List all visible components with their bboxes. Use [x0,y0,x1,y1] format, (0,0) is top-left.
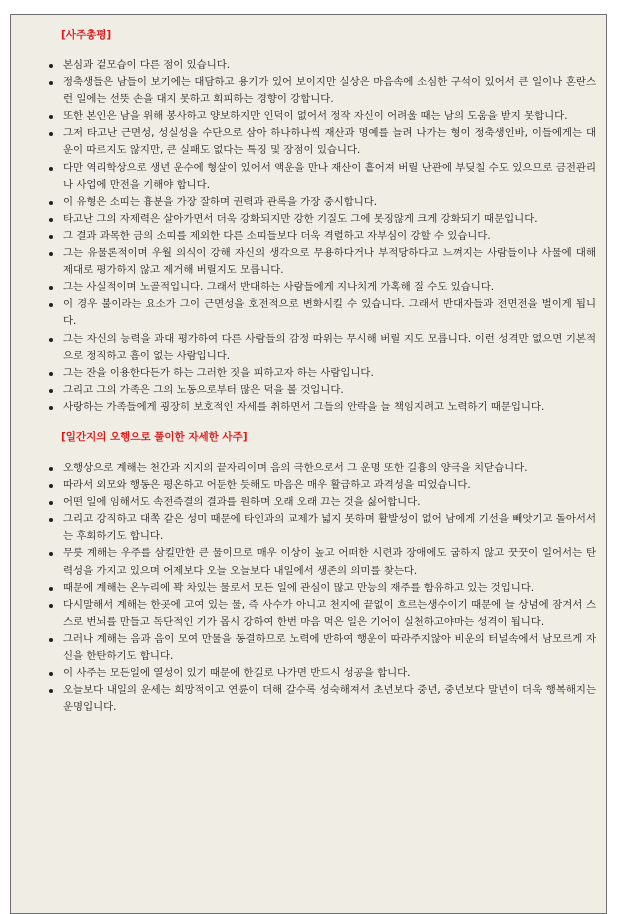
list-item: 무릇 계해는 우주를 삼킬만한 큰 물이므로 매우 이상이 높고 어떠한 시련과 장애에도 굽하지 않고 꿋꿋이 일어서는 탄력성을 가지고 있으며 어제보다 오늘 오늘보다 내일에서 생존의 의미를 찾는다. [63,545,596,579]
list-item: 그리고 강직하고 대쪽 같은 성미 때문에 타인과의 교제가 넓지 못하며 활발성이 없어 남에게 기선을 빼앗기고 돌아서서는 후회하기도 합니다. [63,511,596,545]
list-item: 오행상으로 계해는 천간과 지지의 끝자리이며 음의 극한으로서 그 운명 또한 길흉의 양극을 치닫습니다. [63,460,596,477]
list-item: 정축생들은 남들이 보기에는 대담하고 용기가 있어 보이지만 실상은 마음속에 소심한 구석이 있어서 큰 일이나 혼란스런 일에는 선뜻 손을 대지 못하고 회피하는 경향이 강합니다. [63,74,596,108]
list-item: 또한 본인은 남을 위해 봉사하고 양보하지만 인덕이 없어서 정작 자신이 어려울 때는 남의 도움을 받지 못합니다. [63,108,596,125]
list-item: 그러나 계해는 음과 음이 모여 만물을 동결하므로 노력에 반하여 행운이 따라주지않아 비운의 터널속에서 남모르게 자신을 한탄하기도 합니다. [63,631,596,665]
list-item: 이 유형은 소띠는 흉분을 가장 잘하며 권력과 관록을 가장 중시합니다. [63,194,596,211]
list-item: 이 경우 불이라는 요소가 그이 근면성을 호전적으로 변화시킬 수 있습니다. 그래서 반대자들과 전면전을 벌이게 됩니다. [63,296,596,330]
list-item: 오늘보다 내일의 운세는 희망적이고 연륜이 더해 갈수록 성숙해져서 초년보다 중년, 중년보다 말년이 더욱 행복해지는 운명입니다. [63,682,596,716]
list-item: 그 결과 과목한 금의 소띠를 제외한 다른 소띠들보다 더욱 격렬하고 자부심이 강할 수 있습니다. [63,228,596,245]
list-item: 어떤 일에 임해서도 속전즉결의 결과를 원하며 오래 오래 끄는 것을 싫어합니다. [63,494,596,511]
list-item: 본심과 겉모습이 다른 점이 있습니다. [63,57,596,74]
saju-reading-panel [10,14,607,914]
section-title-detail: [일간지의 오행으로 풀이한 자세한 사주] [61,430,248,443]
list-item: 다시말해서 계해는 한곳에 고여 있는 물, 즉 사수가 아니고 천지에 끝없이 흐르는생수이기 때문에 늘 상념에 잠겨서 스스로 번뇌를 만들고 독단적인 기가 몹시 강하여 한번 마음 먹은 일은 기어이 실천하고야마는 성격이 됩니다. [63,597,596,631]
list-item: 따라서 외모와 행동은 평온하고 어둔한 듯해도 마음은 매우 활급하고 과격성을 띠었습니다. [63,477,596,494]
list-item: 그저 타고난 근면성, 성실성을 수단으로 삼아 하나하나씩 재산과 명예를 늘려 나가는 형이 정축생인바, 이들에게는 대운이 따르지도 않지만, 큰 실패도 없다는 특징 및 장점이 있습니다. [63,125,596,159]
list-item: 그는 자신의 능력을 과대 평가하여 다른 사람들의 감정 따위는 무시해 버릴 지도 모릅니다. 이런 성격만 없으면 기본적으로 정직하고 흠이 없는 사람입니다. [63,331,596,365]
list-item: 다만 역리학상으로 생년 운수에 형살이 있어서 액운을 만나 재산이 흩어져 버릴 난관에 부딪칠 수도 있으므로 금전관리나 사업에 만전을 기해야 합니다. [63,160,596,194]
list-item: 사랑하는 가족들에게 굉장히 보호적인 자세를 취하면서 그들의 안락을 늘 책임지려고 노력하기 때문입니다. [63,399,596,416]
list-item: 그는 사실적이며 노골적입니다. 그래서 반대하는 사람들에게 지나치게 가혹해 질 수도 있습니다. [63,279,596,296]
list-item: 이 사주는 모든일에 열성이 있기 때문에 한길로 나가면 반드시 성공을 합니다. [63,665,596,682]
list-item: 그리고 그의 가족은 그의 노동으로부터 많은 덕을 볼 것입니다. [63,382,596,399]
list-item: 때문에 계해는 온누리에 꽉 차있는 물로서 모든 일에 관심이 많고 만능의 재주를 함유하고 있는 것입니다. [63,580,596,597]
section-title-summary: [사주총평] [61,29,112,41]
detail-list [11,460,606,716]
list-item: 타고난 그의 자제력은 살아가면서 더욱 강화되지만 강한 기질도 그에 못징않게 크게 강화되기 때문입니다. [63,211,596,228]
list-item: 그는 잔을 이용한다든가 하는 그러한 짓을 피하고자 하는 사람입니다. [63,365,596,382]
list-item: 그는 유물론적이며 우월 의식이 강해 자신의 생각으로 무용하다거나 부적당하다고 느껴지는 사람들이나 사물에 대해 제대로 평가하지 않고 제거해 버릴지도 모릅니다. [63,245,596,279]
summary-list [11,57,606,416]
